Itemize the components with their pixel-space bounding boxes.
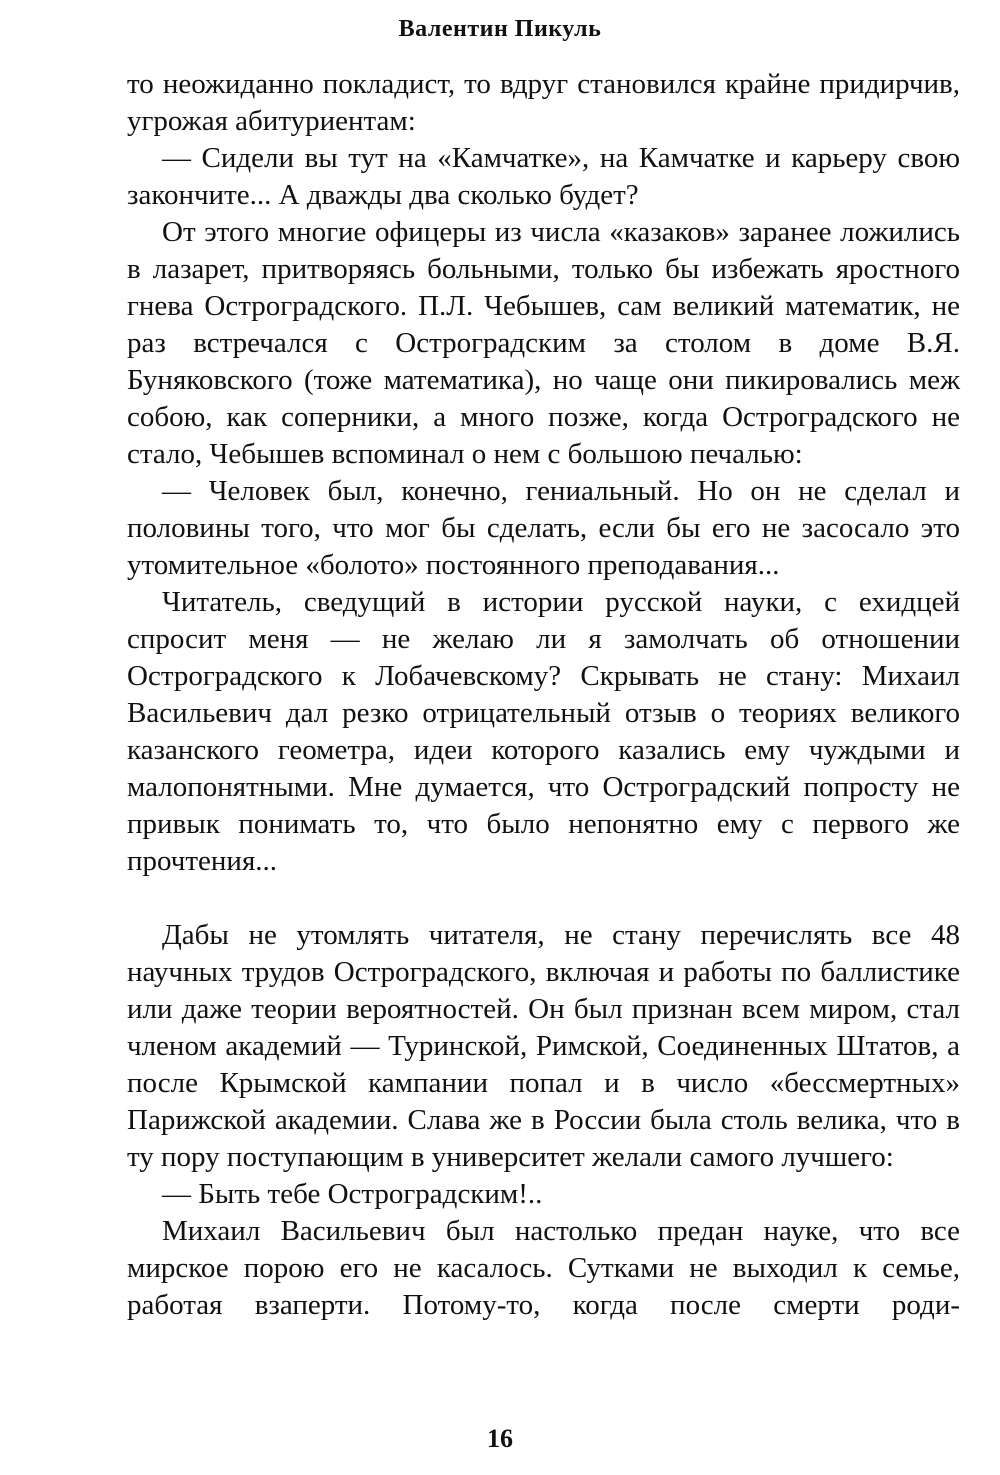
- paragraph-dialogue: — Сидели вы тут на «Камчатке», на Камчатке и карьеру свою закончите... А дважды два сколько будет?: [127, 142, 960, 211]
- paragraph-continuation: то неожиданно покладист, то вдруг становился крайне придирчив, угрожая абитуриентам:: [127, 68, 960, 137]
- paragraph: Читатель, сведущий в истории русской науки, с ехидцей спросит меня — не желаю ли я замолчать об отношении Остроградского к Лобачевскому? Скрывать не стану: Михаил Васильевич дал резко отрицательный отзыв о теориях великого казанского геометра, идеи которого казались ему чуждыми и малопонятными. Мне думается, что Остроградский попросту не привык понимать то, что было непонятно ему с первого же прочтения...: [127, 586, 960, 877]
- running-head-author: Валентин Пикуль: [398, 16, 602, 42]
- paragraph-dialogue: — Быть тебе Остроградским!..: [162, 1178, 543, 1210]
- body-text: [127, 66, 960, 1324]
- paragraph: Дабы не утомлять читателя, не стану перечислять все 48 научных трудов Остроградского, включая и работы по баллистике или даже теории вероятностей. Он был признан всем миром, стал членом академий — Туринской, Римской, Соединенных Штатов, а после Крымской кампании попал и в число «бессмертных» Парижской академии. Слава же в России была столь велика, что в ту пору поступающим в университет желали самого лучшего:: [127, 919, 960, 1173]
- paragraph-dialogue: — Человек был, конечно, гениальный. Но он не сделал и половины того, что мог бы сделать, если бы его не засосало это утомительное «болото» постоянного преподавания...: [127, 475, 960, 581]
- page-number: 16: [487, 1424, 513, 1453]
- paragraph: Михаил Васильевич был настолько предан науке, что все мирское порою его не касалось. Сутками не выходил к семье, работая взаперти. Потому-то, когда после смерти роди-: [127, 1215, 960, 1321]
- paragraph: От этого многие офицеры из числа «казаков» заранее ложились в лазарет, притворяясь больными, только бы избежать яростного гнева Остроградского. П.Л. Чебышев, сам великий математик, не раз встречался с Остроградским за столом в доме В.Я. Буняковского (тоже математика), но чаще они пикировались меж собою, как соперники, а много позже, когда Остроградского не стало, Чебышев вспоминал о нем с большою печалью:: [127, 216, 960, 470]
- section-break: [127, 880, 960, 917]
